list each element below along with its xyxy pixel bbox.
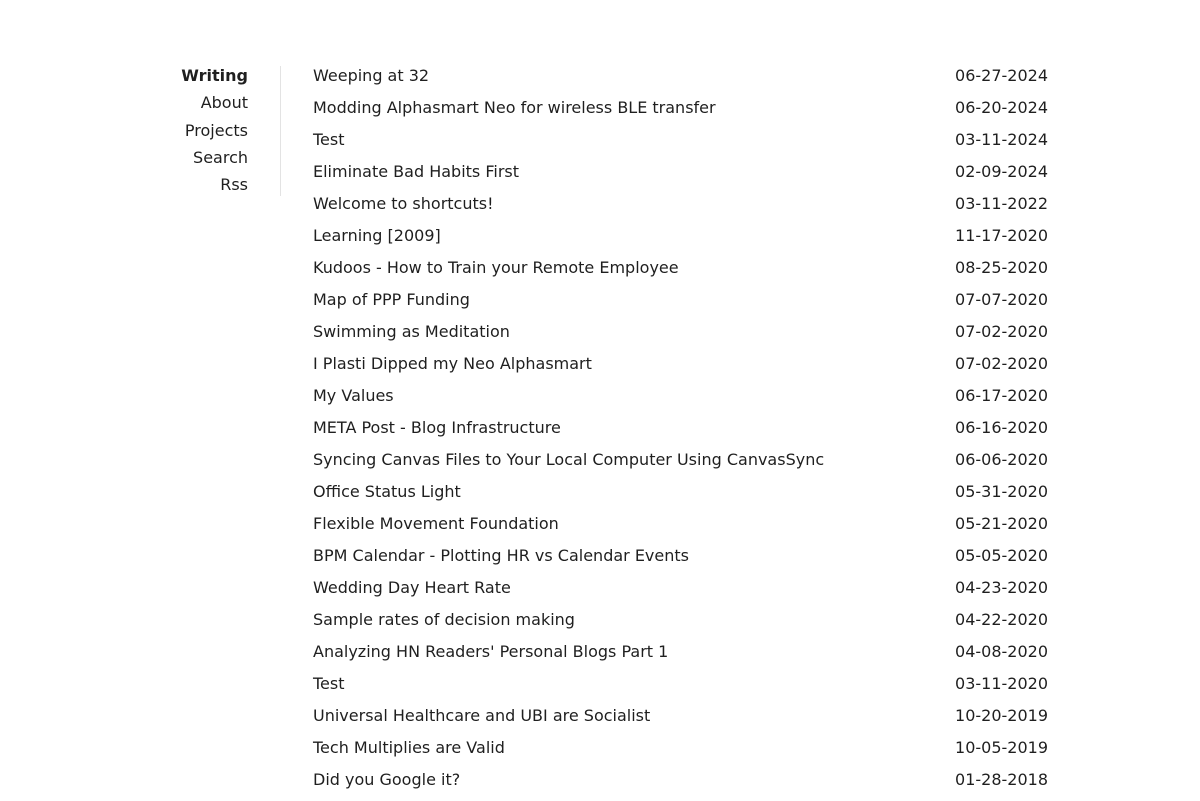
post-title-link[interactable]: Office Status Light xyxy=(313,482,461,501)
nav-item-search[interactable]: Search xyxy=(193,147,248,167)
post-date: 06-17-2020 xyxy=(955,386,1048,405)
post-title-link[interactable]: Tech Multiplies are Valid xyxy=(313,738,505,757)
nav-divider xyxy=(280,66,281,196)
post-row xyxy=(313,769,1048,801)
post-date: 04-08-2020 xyxy=(955,642,1048,661)
post-date: 02-09-2024 xyxy=(955,162,1048,181)
post-title-link[interactable]: META Post - Blog Infrastructure xyxy=(313,418,561,437)
post-title-link[interactable]: Map of PPP Funding xyxy=(313,290,470,309)
post-date: 06-16-2020 xyxy=(955,418,1048,437)
post-row xyxy=(313,609,1048,641)
post-title-link[interactable]: Sample rates of decision making xyxy=(313,610,575,629)
post-title-link[interactable]: Weeping at 32 xyxy=(313,66,430,85)
post-list xyxy=(313,65,1048,801)
post-row xyxy=(313,257,1048,289)
site-nav xyxy=(150,65,248,201)
post-row xyxy=(313,481,1048,513)
post-row xyxy=(313,641,1048,673)
post-row xyxy=(313,353,1048,385)
post-row xyxy=(313,545,1048,577)
post-title-link[interactable]: I Plasti Dipped my Neo Alphasmart xyxy=(313,354,592,373)
post-row xyxy=(313,705,1048,737)
post-date: 05-21-2020 xyxy=(955,514,1048,533)
nav-item-projects[interactable]: Projects xyxy=(184,120,248,140)
post-date: 06-27-2024 xyxy=(955,66,1048,85)
post-row xyxy=(313,449,1048,481)
post-row xyxy=(313,417,1048,449)
post-date: 03-11-2020 xyxy=(955,674,1048,693)
post-title-link[interactable]: Test xyxy=(313,674,345,693)
post-date: 10-05-2019 xyxy=(955,738,1048,757)
nav-item-writing[interactable]: Writing xyxy=(181,66,248,85)
post-title-link[interactable]: Flexible Movement Foundation xyxy=(313,514,559,533)
post-date: 07-02-2020 xyxy=(955,322,1048,341)
post-title-link[interactable]: Test xyxy=(313,130,345,149)
post-date: 03-11-2024 xyxy=(955,130,1048,149)
post-date: 05-05-2020 xyxy=(955,546,1048,565)
post-title-link[interactable]: Swimming as Meditation xyxy=(313,322,510,341)
post-row xyxy=(313,193,1048,225)
post-title-link[interactable]: Modding Alphasmart Neo for wireless BLE transfer xyxy=(313,98,716,117)
post-row xyxy=(313,225,1048,257)
post-date: 05-31-2020 xyxy=(955,482,1048,501)
post-date: 11-17-2020 xyxy=(955,226,1048,245)
post-row xyxy=(313,673,1048,705)
post-date: 06-20-2024 xyxy=(955,98,1048,117)
post-title-link[interactable]: BPM Calendar - Plotting HR vs Calendar Events xyxy=(313,546,689,565)
post-date: 01-28-2018 xyxy=(955,770,1048,789)
post-row xyxy=(313,577,1048,609)
post-row xyxy=(313,129,1048,161)
post-title-link[interactable]: Welcome to shortcuts! xyxy=(313,194,494,213)
post-title-link[interactable]: Universal Healthcare and UBI are Socialist xyxy=(313,706,651,725)
post-title-link[interactable]: Syncing Canvas Files to Your Local Computer Using CanvasSync xyxy=(313,450,825,469)
post-title-link[interactable]: My Values xyxy=(313,386,394,405)
post-title-link[interactable]: Kudoos - How to Train your Remote Employee xyxy=(313,258,679,277)
post-row xyxy=(313,737,1048,769)
post-row xyxy=(313,385,1048,417)
post-title-link[interactable]: Learning [2009] xyxy=(313,226,441,245)
post-row xyxy=(313,161,1048,193)
nav-item-about[interactable]: About xyxy=(200,93,248,113)
nav-item-rss[interactable]: Rss xyxy=(220,175,248,195)
post-date: 07-02-2020 xyxy=(955,354,1048,373)
post-row xyxy=(313,513,1048,545)
post-date: 06-06-2020 xyxy=(955,450,1048,469)
post-title-link[interactable]: Analyzing HN Readers' Personal Blogs Part 1 xyxy=(313,642,669,661)
post-date: 08-25-2020 xyxy=(955,258,1048,277)
post-row xyxy=(313,97,1048,129)
post-date: 03-11-2022 xyxy=(955,194,1048,213)
post-date: 10-20-2019 xyxy=(955,706,1048,725)
post-row xyxy=(313,65,1048,97)
post-row xyxy=(313,321,1048,353)
post-title-link[interactable]: Did you Google it? xyxy=(313,770,461,789)
post-date: 07-07-2020 xyxy=(955,290,1048,309)
post-date: 04-22-2020 xyxy=(955,610,1048,629)
post-date: 04-23-2020 xyxy=(955,578,1048,597)
post-title-link[interactable]: Wedding Day Heart Rate xyxy=(313,578,511,597)
post-title-link[interactable]: Eliminate Bad Habits First xyxy=(313,162,520,181)
post-row xyxy=(313,289,1048,321)
